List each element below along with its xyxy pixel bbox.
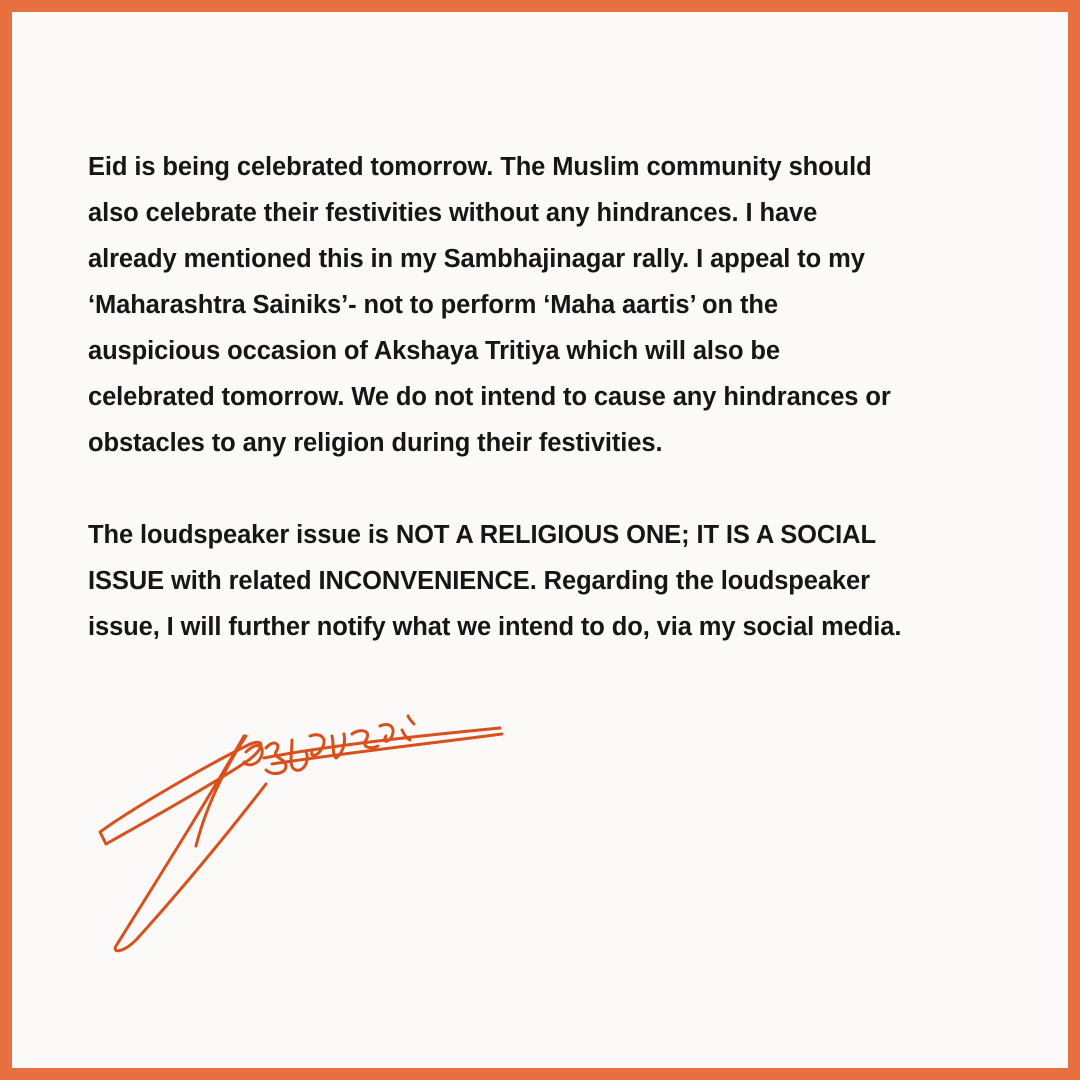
paragraph-1-line: obstacles to any religion during their festivities. [88,429,663,457]
signature-stroke [115,736,266,951]
signature-stroke [264,728,500,758]
paragraph-2-line: ISSUE with related INCONVENIENCE. Regarding the loudspeaker [88,567,870,595]
paragraph-1-line: celebrated tomorrow. We do not intend to cause any hindrances or [88,383,891,411]
paragraph-1-line: already mentioned this in my Sambhajinagar rally. I appeal to my [88,245,865,273]
signature-stroke [310,735,324,756]
paragraph-2-line: issue, I will further notify what we intend to do, via my social media. [88,613,902,641]
signature-stroke [196,736,246,846]
signature-stroke [291,740,307,770]
signature-icon [96,696,516,968]
paragraph-1-line: ‘Maharashtra Sainiks’- not to perform ‘Maha aartis’ on the [88,291,778,319]
paragraph-1-line: also celebrate their festivities without any hindrances. I have [88,199,818,227]
paragraph-1-line: Eid is being celebrated tomorrow. The Muslim community should [88,153,872,181]
paragraph-2 [88,512,1028,650]
paragraph-spacer [88,466,1028,512]
paragraph-2-line: The loudspeaker issue is NOT A RELIGIOUS ONE; IT IS A SOCIAL [88,521,876,549]
signature-stroke [408,716,414,724]
statement-text [88,144,1028,650]
signature-stroke [100,742,261,844]
statement-card [12,12,1068,1068]
paragraph-1-line: auspicious occasion of Akshaya Tritiya which will also be [88,337,780,365]
paragraph-1 [88,144,1028,466]
